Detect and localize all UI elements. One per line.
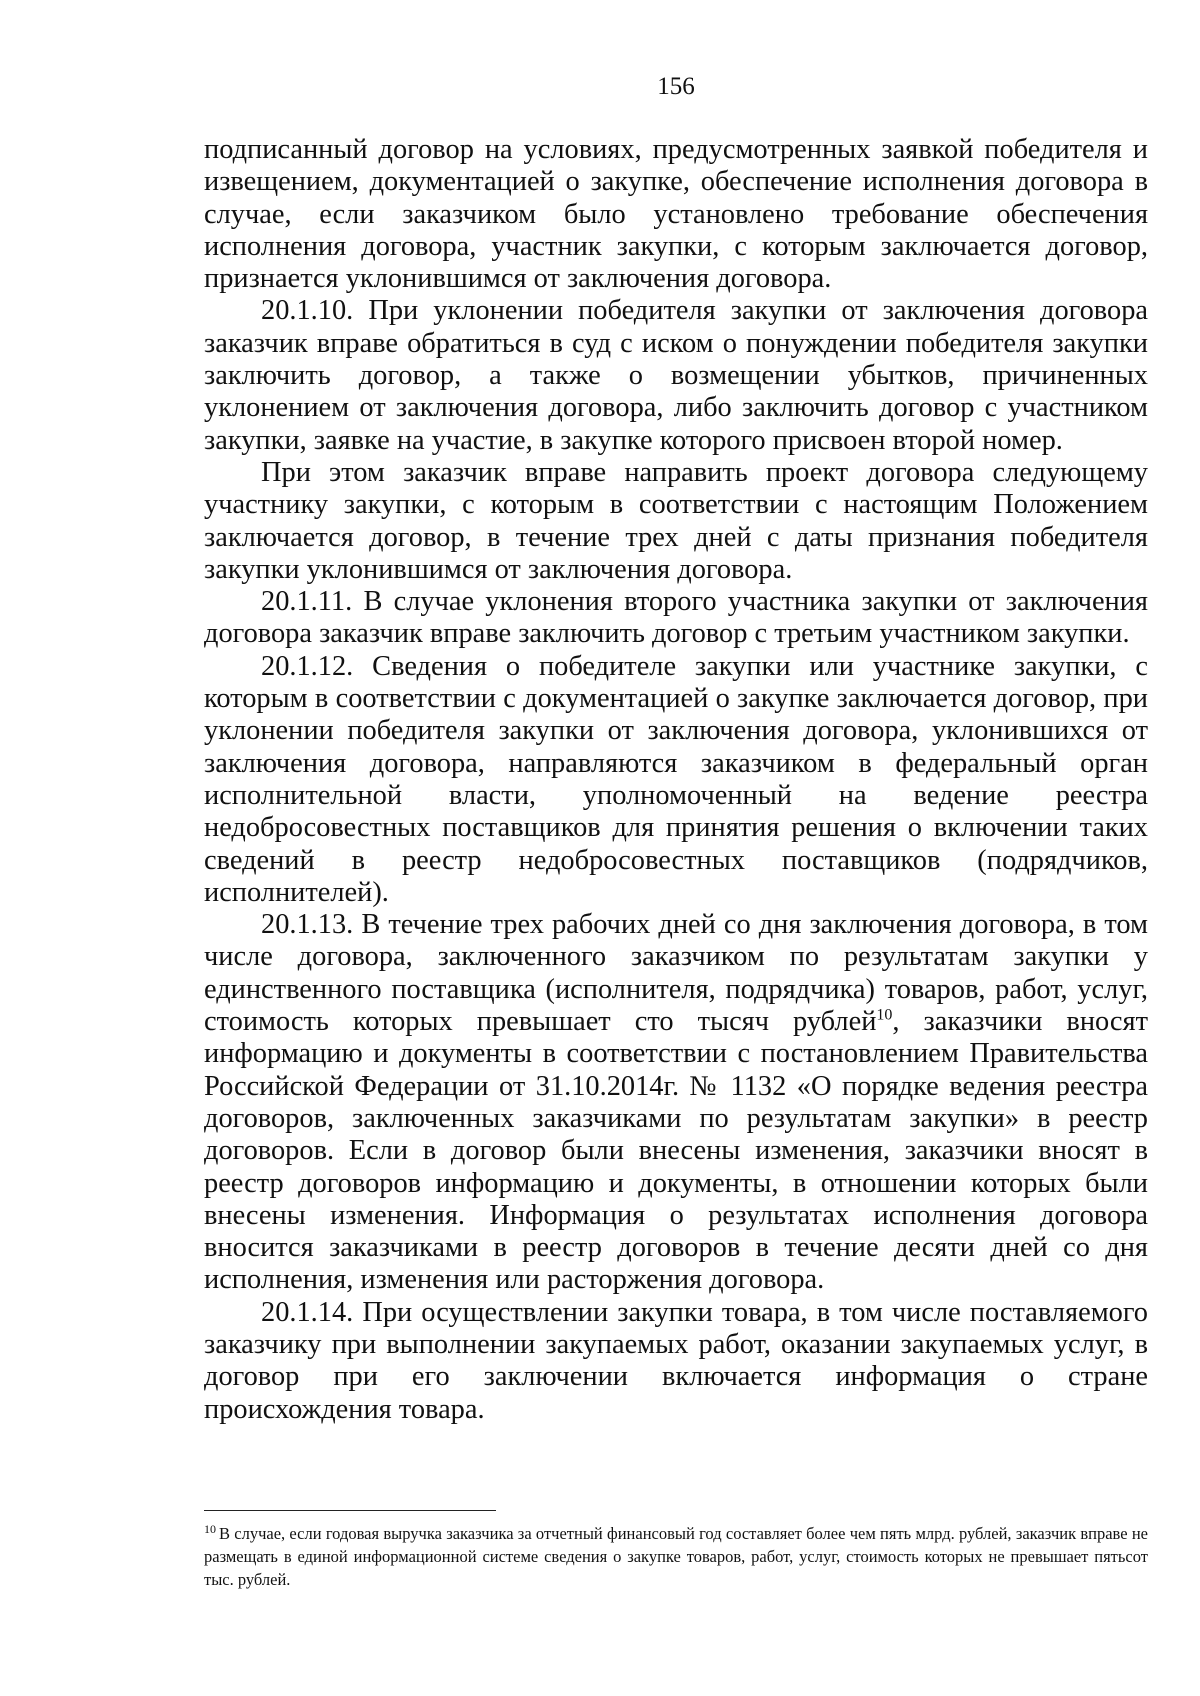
paragraph-20-1-14: 20.1.14. При осуществлении закупки товара, в том числе поставляемого заказчику при выполнении закупаемых работ, оказании закупаемых услуг, в договор при его заключении включается информация о стране происхождения товара. [204, 1296, 1148, 1425]
paragraph-20-1-10-note: При этом заказчик вправе направить проект договора следующему участнику закупки, с которым в соответствии с настоящим Положением заключается договор, в течение трех дней с даты признания победителя закупки уклонившимся от заключения договора. [204, 456, 1148, 585]
document-body [204, 134, 1148, 1426]
paragraph-20-1-13-text-after: , заказчики вносят информацию и документы в соответствии с постановлением Правительства Российской Федерации от 31.10.2014г. № 1132 «О порядке ведения реестра договоров, заключенных заказчиками по результатам закупки» в реестр договоров. Если в договор были внесены изменения, заказчики вносят в реестр договоров информацию и документы, в отношении которых были внесены изменения. Информация о результатах исполнения договора вносится заказчиками в реестр договоров в течение десяти дней со дня исполнения, изменения или расторжения договора. [204, 1006, 1148, 1296]
footnote-reference[interactable]: 10 [876, 1006, 893, 1024]
paragraph-continuation: подписанный договор на условиях, предусмотренных заявкой победителя и извещением, документацией о закупке, обеспечение исполнения договора в случае, если заказчиком было установлено требование обеспечения исполнения договора, участник закупки, с которым заключается договор, признается уклонившимся от заключения договора. [204, 134, 1148, 295]
paragraph-20-1-12: 20.1.12. Сведения о победителе закупки или участнике закупки, с которым в соответствии с документацией о закупке заключается договор, при уклонении победителя закупки от заключения договора, уклонившихся от заключения договора, направляются заказчиком в федеральный орган исполнительной власти, уполномоченный на ведение реестра недобросовестных поставщиков для принятия решения о включении таких сведений в реестр недобросовестных поставщиков (подрядчиков, исполнителей). [204, 650, 1148, 908]
paragraph-20-1-13-text-before: 20.1.13. В течение трех рабочих дней со дня заключения договора, в том числе договора, заключенного заказчиком по результатам закупки у единственного поставщика (исполнителя, подрядчика) товаров, работ, услуг, стоимость которых превышает сто тысяч рублей [204, 909, 1148, 1038]
paragraph-20-1-13 [204, 909, 1148, 1297]
footnote-divider [204, 1510, 496, 1511]
paragraph-20-1-10: 20.1.10. При уклонении победителя закупки от заключения договора заказчик вправе обратиться в суд с иском о понуждении победителя закупки заключить договор, а также о возмещении убытков, причиненных уклонением от заключения договора, либо заключить договор с участником закупки, заявке на участие, в закупке которого присвоен второй номер. [204, 295, 1148, 456]
footnote-marker: 10 [204, 1521, 216, 1536]
footnote-text: В случае, если годовая выручка заказчика за отчетный финансовый год составляет более чем пять млрд. рублей, заказчик вправе не размещать в единой информационной системе сведения о закупке товаров, работ, услуг, стоимость которых не превышает пятьсот тыс. рублей. [204, 1524, 1148, 1589]
paragraph-20-1-11: 20.1.11. В случае уклонения второго участника закупки от заключения договора заказчик вправе заключить договор с третьим участником закупки. [204, 586, 1148, 650]
footnote [204, 1522, 1148, 1591]
page-number: 156 [657, 73, 695, 100]
